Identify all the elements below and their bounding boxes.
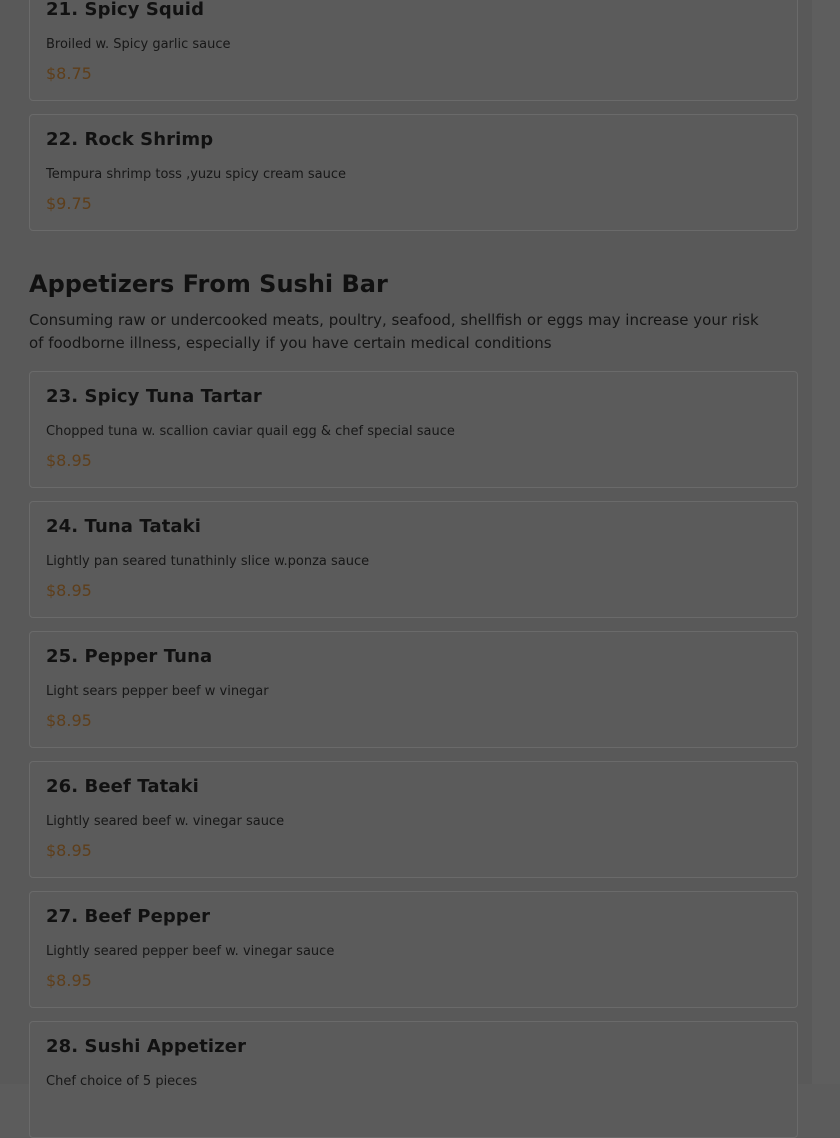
item-price: $9.75 (46, 194, 92, 213)
item-title: 22. Rock Shrimp (46, 129, 214, 150)
menu-item-card[interactable] (29, 0, 798, 101)
menu-item-card[interactable] (29, 761, 798, 878)
menu-item-card[interactable] (29, 1021, 798, 1138)
item-description: Chopped tuna w. scallion caviar quail egg & chef special sauce (46, 424, 455, 439)
item-price: $8.75 (46, 64, 92, 83)
item-title: 21. Spicy Squid (46, 0, 205, 20)
item-title: 23. Spicy Tuna Tartar (46, 386, 262, 407)
menu-item-card[interactable] (29, 114, 798, 231)
item-description: Light sears pepper beef w vinegar (46, 684, 269, 699)
item-price: $8.95 (46, 581, 92, 600)
item-title: 24. Tuna Tataki (46, 516, 201, 537)
menu-item-card[interactable] (29, 631, 798, 748)
section-note: Consuming raw or undercooked meats, poultry, seafood, shellfish or eggs may increase your risk of foodborne illness, especially if you have certain medical conditions (29, 311, 759, 352)
item-description: Tempura shrimp toss ,yuzu spicy cream sauce (46, 167, 347, 182)
item-title: 28. Sushi Appetizer (46, 1036, 247, 1057)
item-description: Broiled w. Spicy garlic sauce (46, 37, 231, 52)
item-title: 25. Pepper Tuna (46, 646, 213, 667)
menu-item-card[interactable] (29, 891, 798, 1008)
scrollbar-track[interactable] (812, 0, 840, 1084)
item-price: $8.95 (46, 451, 92, 470)
item-description: Lightly pan seared tunathinly slice w.ponza sauce (46, 554, 370, 569)
section-title: Appetizers From Sushi Bar (29, 270, 388, 298)
menu-item-card[interactable] (29, 371, 798, 488)
item-description: Lightly seared beef w. vinegar sauce (46, 814, 285, 829)
item-title: 26. Beef Tataki (46, 776, 199, 797)
item-price: $8.95 (46, 841, 92, 860)
item-price: $8.95 (46, 711, 92, 730)
item-description: Chef choice of 5 pieces (46, 1074, 198, 1089)
item-price: $8.95 (46, 971, 92, 990)
menu-item-card[interactable] (29, 501, 798, 618)
item-title: 27. Beef Pepper (46, 906, 211, 927)
item-description: Lightly seared pepper beef w. vinegar sauce (46, 944, 335, 959)
